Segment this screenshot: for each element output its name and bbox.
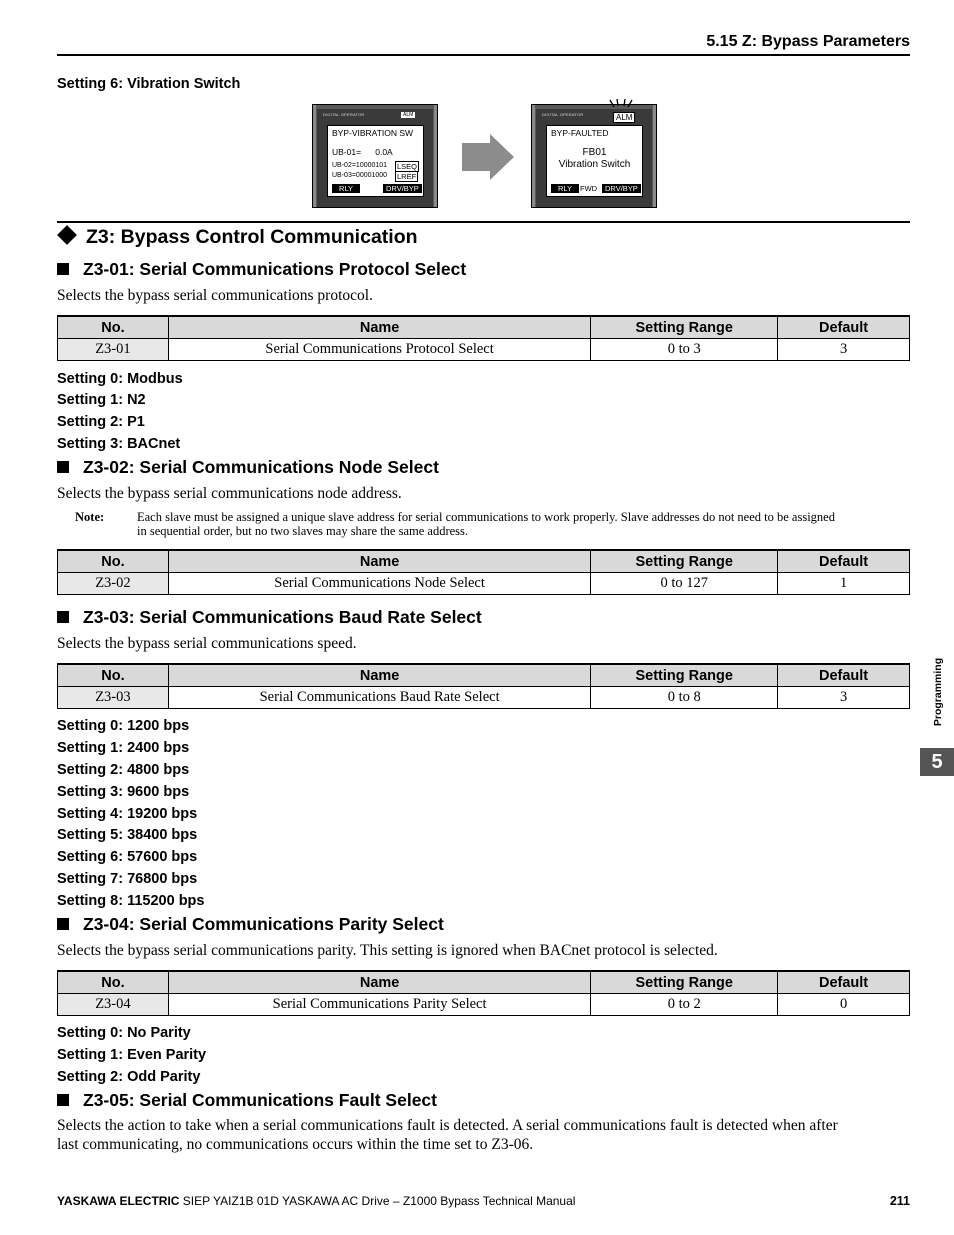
col-name: Name (168, 971, 590, 994)
z3-heading (57, 226, 418, 249)
operator-label: DIGITAL OPERATOR (542, 112, 584, 117)
header-rule (57, 54, 910, 56)
fault-message: Vibration Switch (558, 159, 631, 170)
cell-default: 3 (778, 339, 910, 361)
z3-02-heading (57, 457, 439, 478)
table-row (58, 994, 910, 1016)
table-row (58, 687, 910, 709)
drv-byp-indicator: DRV/BYP (602, 184, 641, 193)
col-default: Default (778, 664, 910, 687)
setting-item: Setting 2: 4800 bps (57, 762, 190, 778)
alm-indicator: ALM (613, 112, 635, 123)
note-line-2: in sequential order, but no two slaves may share the same address. (137, 524, 469, 538)
z3-02-description: Selects the bypass serial communications node address. (57, 485, 402, 502)
z3-03-description: Selects the bypass serial communications speed. (57, 635, 357, 652)
drv-byp-indicator: DRV/BYP (383, 184, 422, 193)
lcd-line-4: UB-03=00001000 (332, 172, 388, 179)
flashing-rays-icon (604, 99, 638, 111)
side-tab-label: Programming (932, 657, 944, 727)
cell-name: Serial Communications Protocol Select (168, 339, 590, 361)
rly-indicator: RLY (332, 184, 360, 193)
cell-default: 1 (778, 573, 910, 595)
note-line-1: Each slave must be assigned a unique slave address for serial communications to work properly. Slave addresses do not need to be assigned (137, 510, 835, 524)
lref-indicator: LREF (397, 172, 417, 181)
arrow-right-icon (462, 134, 514, 180)
lcd-line-1: BYP-VIBRATION SW (332, 128, 414, 138)
cell-no: Z3-04 (58, 994, 169, 1016)
cell-range: 0 to 127 (591, 573, 778, 595)
cell-no: Z3-01 (58, 339, 169, 361)
diamond-bullet-icon (57, 225, 77, 245)
col-default: Default (778, 971, 910, 994)
z3-05-heading (57, 1090, 437, 1111)
lcd-screen-right (546, 125, 643, 197)
table-header-row (58, 971, 910, 994)
z3-02-heading-text: Z3-02: Serial Communications Node Select (83, 457, 439, 477)
setting-item: Setting 4: 19200 bps (57, 806, 198, 822)
z3-heading-text: Z3: Bypass Control Communication (86, 226, 418, 248)
setting-item: Setting 1: N2 (57, 392, 146, 408)
operator-panel-left (312, 104, 438, 208)
setting-item: Setting 1: 2400 bps (57, 740, 190, 756)
fault-code: FB01 (582, 147, 607, 158)
col-no: No. (58, 550, 169, 573)
z3-05-description-line-1: Selects the action to take when a serial communications fault is detected. A serial communications fault is detected when after (57, 1117, 838, 1134)
z3-02-table (57, 549, 910, 595)
z3-01-heading (57, 259, 466, 280)
z3-04-heading (57, 914, 444, 935)
cell-no: Z3-03 (58, 687, 169, 709)
cell-range: 0 to 8 (591, 687, 778, 709)
page-number: 211 (889, 1194, 910, 1208)
col-no: No. (58, 971, 169, 994)
col-no: No. (58, 316, 169, 339)
z3-04-table (57, 970, 910, 1016)
setting-item: Setting 8: 115200 bps (57, 893, 205, 909)
square-bullet-icon (57, 263, 69, 275)
setting-item: Setting 5: 38400 bps (57, 827, 198, 843)
square-bullet-icon (57, 1094, 69, 1106)
col-default: Default (778, 550, 910, 573)
table-row (58, 339, 910, 361)
col-range: Setting Range (591, 550, 778, 573)
lcd-line-2: UB-01= 0.0A (332, 147, 393, 157)
lseq-indicator: LSEQ (397, 162, 418, 171)
col-range: Setting Range (591, 971, 778, 994)
footer-brand: YASKAWA ELECTRIC (57, 1194, 180, 1208)
table-header-row (58, 664, 910, 687)
cell-range: 0 to 2 (591, 994, 778, 1016)
col-name: Name (168, 664, 590, 687)
z3-03-heading-text: Z3-03: Serial Communications Baud Rate Select (83, 607, 482, 627)
setting-item: Setting 0: No Parity (57, 1025, 191, 1041)
z3-03-table (57, 663, 910, 709)
operator-label: DIGITAL OPERATOR (323, 112, 365, 117)
cell-range: 0 to 3 (591, 339, 778, 361)
col-no: No. (58, 664, 169, 687)
square-bullet-icon (57, 918, 69, 930)
z3-05-description-line-2: last communicating, no communications occurs within the time set to Z3-06. (57, 1136, 534, 1153)
fwd-indicator: FWD (580, 184, 598, 193)
side-tab (924, 640, 954, 750)
z3-01-description: Selects the bypass serial communications protocol. (57, 287, 373, 304)
table-row (58, 573, 910, 595)
z3-04-heading-text: Z3-04: Serial Communications Parity Select (83, 914, 444, 934)
z3-01-table (57, 315, 910, 361)
setting-item: Setting 3: BACnet (57, 436, 181, 452)
chapter-number-badge: 5 (920, 748, 954, 776)
alm-indicator: ALM (403, 112, 414, 118)
footer-manual: SIEP YAIZ1B 01D YASKAWA AC Drive – Z1000 Bypass Technical Manual (179, 1194, 576, 1208)
setting-item: Setting 6: 57600 bps (57, 849, 198, 865)
cell-default: 3 (778, 687, 910, 709)
section-header: 5.15 Z: Bypass Parameters (706, 33, 910, 50)
col-name: Name (168, 550, 590, 573)
rly-indicator: RLY (551, 184, 579, 193)
operator-panel-right (531, 104, 657, 208)
square-bullet-icon (57, 611, 69, 623)
col-name: Name (168, 316, 590, 339)
cell-name: Serial Communications Baud Rate Select (168, 687, 590, 709)
cell-default: 0 (778, 994, 910, 1016)
setting-item: Setting 3: 9600 bps (57, 784, 190, 800)
lcd-screen-left (327, 125, 424, 197)
col-range: Setting Range (591, 664, 778, 687)
setting-6-heading: Setting 6: Vibration Switch (57, 76, 241, 92)
setting-item: Setting 0: Modbus (57, 371, 183, 387)
square-bullet-icon (57, 461, 69, 473)
cell-name: Serial Communications Node Select (168, 573, 590, 595)
lcd-line-3: UB-02=10000101 (332, 162, 388, 169)
setting-item: Setting 7: 76800 bps (57, 871, 198, 887)
table-header-row (58, 316, 910, 339)
setting-item: Setting 0: 1200 bps (57, 718, 190, 734)
col-range: Setting Range (591, 316, 778, 339)
lcd-line-1: BYP-FAULTED (551, 128, 609, 138)
z3-04-description: Selects the bypass serial communications parity. This setting is ignored when BACnet protocol is selected. (57, 942, 718, 959)
note-label: Note: (75, 510, 105, 524)
setting-item: Setting 2: Odd Parity (57, 1069, 201, 1085)
col-default: Default (778, 316, 910, 339)
footer-text (57, 1194, 575, 1208)
setting-item: Setting 2: P1 (57, 414, 145, 430)
cell-no: Z3-02 (58, 573, 169, 595)
z3-05-heading-text: Z3-05: Serial Communications Fault Select (83, 1090, 437, 1110)
cell-name: Serial Communications Parity Select (168, 994, 590, 1016)
z3-01-heading-text: Z3-01: Serial Communications Protocol Select (83, 259, 467, 279)
setting-item: Setting 1: Even Parity (57, 1047, 207, 1063)
z3-03-heading (57, 607, 482, 628)
table-header-row (58, 550, 910, 573)
section-rule (57, 221, 910, 223)
